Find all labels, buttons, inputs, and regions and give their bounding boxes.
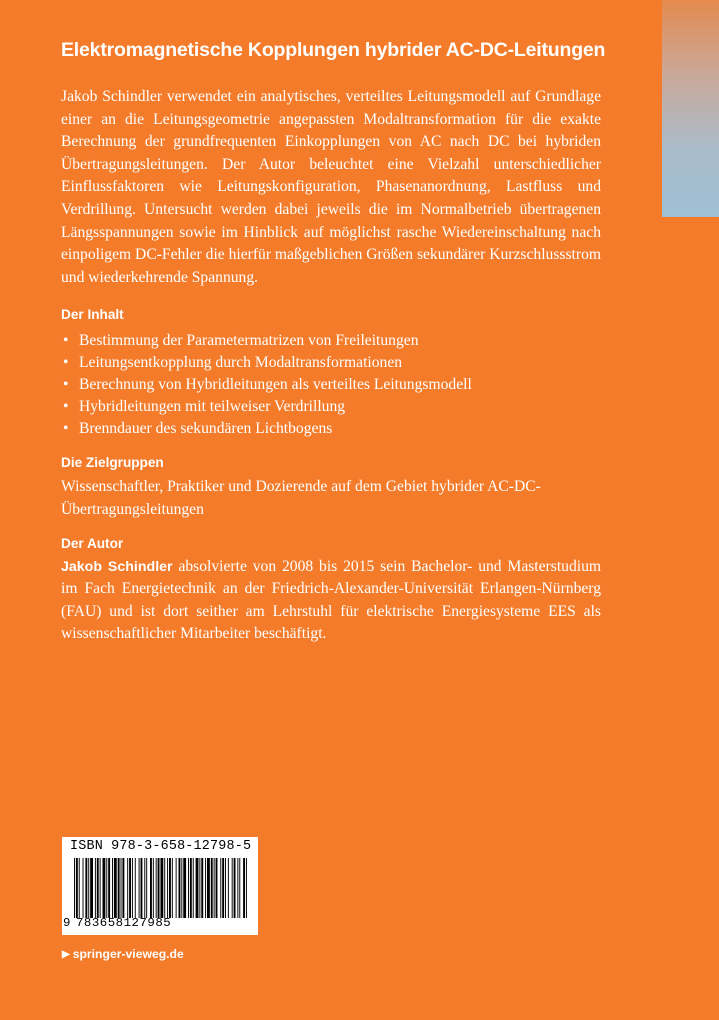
- barcode-digits: 783658127985: [76, 916, 172, 930]
- back-cover-text: [61, 38, 606, 646]
- list-item: • Hybridleitungen mit teilweiser Verdrillung: [61, 396, 601, 418]
- publisher-link[interactable]: [62, 947, 184, 961]
- autor-heading: Der Autor: [61, 535, 124, 551]
- autor-text: [61, 556, 601, 646]
- author-bio: absolvierte von 2008 bis 2015 sein Bachelor- und Masterstudium im Fach Energietechnik an der Friedrich-Alexander-Universität Erlangen-Nürnberg (FAU) und ist dort seither am Lehrstuhl für elektrische Energiesysteme EES als wissenschaftlicher Mitarbeiter beschäftigt.: [61, 557, 602, 643]
- intro-paragraph: Jakob Schindler verwendet ein analytisches, verteiltes Leitungsmodell auf Grundlage einer an die Leitungsgeometrie angepassten Modaltransformation für die exakte Berechnung der grundfrequenten Einkopplungen von AC nach DC bei hybriden Übertragungsleitungen. Der Autor beleuchtet eine Vielzahl unterschiedlicher Einflussfaktoren wie Leitungskonfiguration, Phasenanordnung, Lastfluss und Verdrillung. Untersucht werden dabei jeweils die im Normalbetrieb übertragenen Längsspannungen sowie im Hinblick auf möglichst rasche Wiedereinschaltung nach einpoligem DC-Fehler die hierfür maßgeblichen Größen sekundärer Kurzschlussstrom und wiederkehrende Spannung.: [61, 88, 601, 286]
- book-title: Elektromagnetische Kopplungen hybrider AC-DC-Leitungen: [61, 39, 606, 61]
- publisher-url: springer-vieweg.de: [72, 947, 184, 961]
- list-item: • Bestimmung der Parametermatrizen von Freileitungen: [61, 330, 601, 352]
- author-name: Jakob Schindler: [61, 558, 173, 575]
- bullet-icon: •: [63, 354, 69, 372]
- inhalt-list: [61, 330, 601, 440]
- arrow-icon: ▶: [62, 948, 70, 960]
- bullet-icon: •: [63, 420, 69, 438]
- bullet-icon: •: [63, 398, 69, 416]
- list-item: • Leitungsentkopplung durch Modaltransformationen: [61, 352, 601, 374]
- color-tab: [662, 0, 719, 217]
- bullet-icon: •: [63, 332, 69, 350]
- inhalt-heading: Der Inhalt: [61, 307, 124, 323]
- list-item: • Brenndauer des sekundären Lichtbogens: [61, 418, 601, 440]
- list-item: • Berechnung von Hybridleitungen als verteiltes Leitungsmodell: [61, 374, 601, 396]
- bullet-icon: •: [63, 376, 69, 394]
- zielgruppen-text: Wissenschaftler, Praktiker und Dozierende auf dem Gebiet hybrider AC-DC-Übertragungsleitungen: [61, 478, 541, 518]
- barcode-icon: [74, 858, 248, 918]
- isbn-label: ISBN 978-3-658-12798-5: [70, 839, 252, 854]
- barcode-first-digit: 9: [63, 916, 71, 930]
- zielgruppen-heading: Die Zielgruppen: [61, 455, 164, 471]
- isbn-barcode: [62, 837, 258, 935]
